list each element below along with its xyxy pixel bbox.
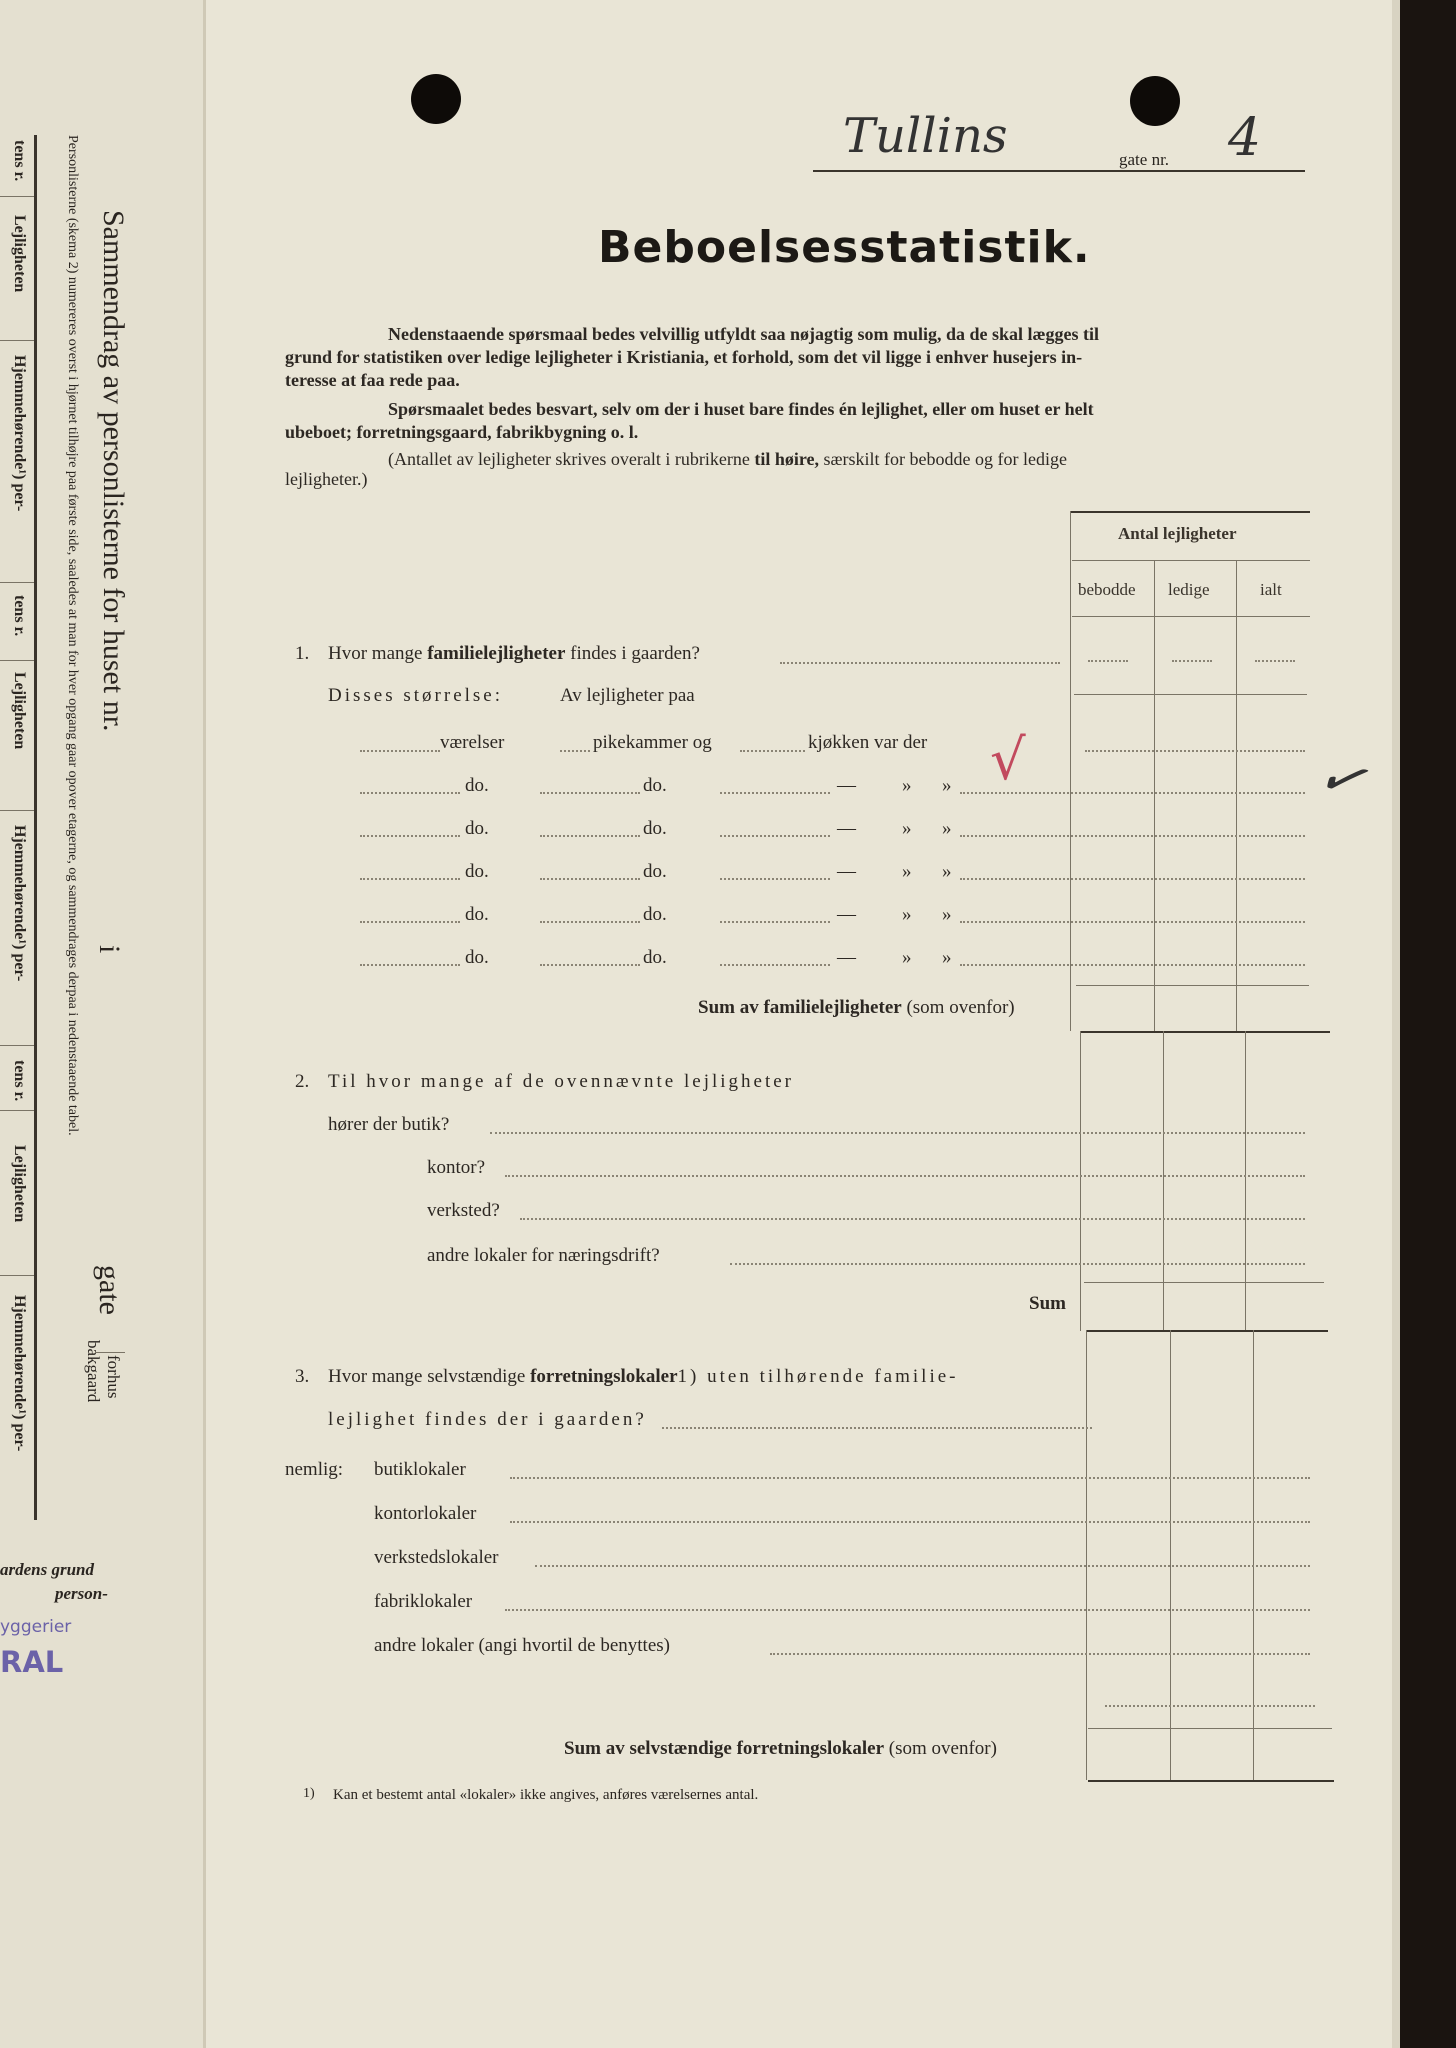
answer-dots — [960, 792, 1305, 794]
page-title: Beboelsesstatistik. — [598, 222, 1091, 273]
ditto-mark: » — [902, 861, 912, 882]
answer-dots — [560, 750, 590, 752]
section3-item: fabriklokaler — [374, 1591, 473, 1612]
section3-number: 3. — [295, 1366, 310, 1387]
answer-dots — [535, 1565, 1310, 1567]
answer-dots — [510, 1521, 1310, 1523]
table-bottom-rule — [1088, 1780, 1334, 1782]
left-i-word: i — [93, 945, 126, 954]
left-gate-word: gate — [93, 1265, 126, 1315]
intro-text: lejligheter.) — [285, 469, 368, 489]
section3-q-bold: forretningslokaler — [530, 1366, 678, 1387]
left-col-label: Lejligheten — [11, 672, 28, 750]
left-main-title: Sammendrag av personlisterne for huset nr. — [97, 210, 130, 732]
answer-dots — [360, 750, 440, 752]
ditto-mark: » — [942, 818, 952, 839]
answer-dots — [720, 792, 830, 794]
left-col-label: Hjemmehørende¹) per- — [11, 355, 28, 512]
table-top-rule — [1070, 511, 1310, 513]
answer-dots — [960, 878, 1305, 880]
ditto-mark: » — [902, 818, 912, 839]
answer-dots — [505, 1609, 1310, 1611]
section1-q-part: Hvor mange — [328, 643, 423, 664]
do-label: do. — [643, 947, 667, 968]
answer-dots — [360, 792, 460, 794]
answer-dots — [662, 1427, 1092, 1429]
left-table-rule — [0, 582, 34, 583]
dash-mark: — — [837, 947, 856, 968]
intro-text: ubeboet; forretningsgaard, fabrikbygning o. l. — [285, 422, 639, 442]
ditto-mark: » — [902, 904, 912, 925]
left-forhus: forhus — [104, 1355, 123, 1399]
table-col-header-bebodde: bebodde — [1078, 580, 1136, 599]
left-table-rule — [0, 810, 34, 811]
answer-dots — [360, 964, 460, 966]
left-table-rule — [0, 340, 34, 341]
left-table-rule — [0, 1275, 34, 1276]
street-name-handwritten: Tullins — [843, 108, 1008, 164]
answer-dots — [960, 921, 1305, 923]
size-row-label: værelser — [440, 732, 505, 753]
gate-nr-label: gate nr. — [1119, 150, 1170, 169]
do-label: do. — [643, 818, 667, 839]
section3-item: verkstedslokaler — [374, 1547, 499, 1568]
answer-dots — [780, 662, 1060, 664]
ditto-mark: » — [942, 861, 952, 882]
sum-part: (som ovenfor) — [906, 997, 1015, 1018]
table-col-rule — [1245, 1031, 1246, 1331]
answer-dots — [960, 835, 1305, 837]
section3-q-part: Hvor mange selvstændige — [328, 1366, 526, 1387]
answer-dots — [360, 878, 460, 880]
left-forhus-rule — [95, 1352, 125, 1353]
ditto-mark: » — [942, 775, 952, 796]
sum-part: Sum av — [698, 997, 759, 1018]
intro-text-part: særskilt for bebodde og for ledige — [823, 449, 1067, 469]
table-col-rule — [1080, 1031, 1081, 1331]
left-col-label: tens r. — [11, 595, 28, 637]
left-col-label: Lejligheten — [11, 1145, 28, 1223]
table-col-rule — [1170, 1330, 1171, 1780]
table-sum-rule — [1080, 1031, 1330, 1033]
footnote-mark: 1) — [303, 1786, 315, 1801]
left-col-label: Lejligheten — [11, 215, 28, 293]
cell-dots — [1088, 660, 1128, 662]
intro-text: Spørsmaalet bedes besvart, selv om der i huset bare findes én lejlighet, eller om huset er helt — [388, 399, 1094, 419]
answer-dots — [540, 964, 640, 966]
section1-q-bold: familielejligheter — [427, 643, 566, 664]
address-underline — [813, 170, 1305, 172]
page-fold — [203, 0, 206, 2048]
do-label: do. — [465, 904, 489, 925]
left-col-label: tens r. — [11, 140, 28, 182]
answer-dots — [1085, 750, 1305, 752]
do-label: do. — [465, 818, 489, 839]
answer-dots — [540, 792, 640, 794]
ditto-mark: » — [902, 947, 912, 968]
ditto-mark: » — [942, 947, 952, 968]
left-table-rule — [0, 196, 34, 197]
cell-dots — [1172, 660, 1212, 662]
answer-dots — [770, 1653, 1310, 1655]
do-label: do. — [465, 861, 489, 882]
left-col-label: Hjemmehørende¹) per- — [11, 825, 28, 982]
left-table-rule — [0, 660, 34, 661]
table-row-rule — [1084, 1282, 1324, 1283]
ditto-mark: » — [942, 904, 952, 925]
answer-dots — [520, 1218, 1305, 1220]
size-row-label: pikekammer og — [593, 732, 712, 753]
section2-number: 2. — [295, 1071, 310, 1092]
size-row-label: kjøkken var der — [808, 732, 928, 753]
section3-nemlig: nemlig: — [285, 1459, 344, 1480]
answer-dots — [720, 964, 830, 966]
section1-size-sub: Av lejligheter paa — [560, 685, 695, 706]
left-bottom-text: person- — [55, 1584, 108, 1603]
left-col-label: Hjemmehørende¹) per- — [11, 1295, 28, 1452]
section1-size-label: Disses størrelse: — [328, 685, 504, 706]
section3-q-part: 1) uten tilhørende familie- — [677, 1366, 959, 1387]
do-label: do. — [643, 775, 667, 796]
answer-dots — [720, 878, 830, 880]
sum-part: (som ovenfor) — [888, 1738, 997, 1759]
section1-sum — [698, 997, 1015, 1019]
answer-dots — [740, 750, 805, 752]
intro-text: grund for statistiken over ledige lejligheter i Kristiania, et forhold, som det vil ligge i enhver husejers in- — [285, 347, 1083, 367]
table-header-rule — [1072, 616, 1310, 617]
table-group-header: Antal lejligheter — [1118, 524, 1237, 543]
table-col-rule — [1163, 1031, 1164, 1331]
answer-dots — [730, 1263, 1305, 1265]
left-table-rule — [0, 1110, 34, 1111]
intro-text: teresse at faa rede paa. — [285, 370, 460, 390]
table-col-rule — [1253, 1330, 1254, 1780]
answer-dots — [540, 878, 640, 880]
punch-hole-right — [1130, 76, 1180, 126]
intro-text — [388, 447, 1067, 471]
table-col-header-ialt: ialt — [1260, 580, 1282, 599]
answer-dots — [960, 964, 1305, 966]
dash-mark: — — [837, 775, 856, 796]
intro-text-part: (Antallet av lejligheter skrives overalt i rubrikerne — [388, 449, 750, 469]
table-header-rule — [1072, 560, 1310, 561]
do-label: do. — [643, 904, 667, 925]
footnote-text: Kan et bestemt antal «lokaler» ikke angives, anføres værelsernes antal. — [333, 1787, 759, 1803]
answer-dots — [360, 835, 460, 837]
answer-dots — [510, 1477, 1310, 1479]
table-col-rule — [1070, 511, 1071, 1031]
ditto-mark: » — [902, 775, 912, 796]
punch-hole-left — [411, 74, 461, 124]
left-table-rule — [0, 1045, 34, 1046]
sum-bold: forretningslokaler — [736, 1738, 885, 1759]
answer-dots — [720, 835, 830, 837]
answer-dots — [505, 1175, 1305, 1177]
answer-dots — [360, 921, 460, 923]
section1-q-part: findes i gaarden? — [570, 643, 700, 664]
do-label: do. — [465, 775, 489, 796]
handwritten-mark-red: √ — [990, 728, 1026, 793]
stamp-text: yggerier — [0, 1617, 72, 1637]
section2-item: kontor? — [427, 1157, 486, 1178]
sum-part: Sum av selvstændige — [564, 1738, 732, 1759]
handwritten-checkmark: ✓ — [1308, 739, 1375, 818]
section3-sum — [564, 1738, 997, 1760]
section3-question — [328, 1366, 959, 1388]
left-col-label: tens r. — [11, 1060, 28, 1102]
section3-question-line2: lejlighet findes der i gaarden? — [328, 1409, 647, 1430]
cell-dots — [1255, 660, 1295, 662]
answer-dots — [540, 835, 640, 837]
section2-item: hører der butik? — [328, 1114, 450, 1135]
section3-item: butiklokaler — [374, 1459, 466, 1480]
table-col-rule — [1086, 1330, 1087, 1780]
answer-dots — [720, 921, 830, 923]
section3-item: andre lokaler (angi hvortil de benyttes) — [374, 1635, 670, 1656]
table-row-rule — [1088, 1728, 1332, 1729]
table-col-header-ledige: ledige — [1168, 580, 1210, 599]
table-row-rule — [1074, 694, 1307, 695]
left-instructions: Personlisterne (skema 2) numereres overst i hjørnet tilhøjre paa første side, saaledes at man for hver opgang gaar opover etagerne, og sammendrages derpaa i nedenstaaende tabel. — [65, 135, 80, 1136]
answer-dots — [490, 1132, 1305, 1134]
section2-question: Til hvor mange af de ovennævnte lejligheter — [328, 1071, 794, 1092]
table-row-rule — [1076, 985, 1309, 986]
section1-question — [328, 643, 700, 665]
stamp-text: RAL — [0, 1645, 64, 1679]
sum-bold: familielejligheter — [763, 997, 902, 1018]
do-label: do. — [643, 861, 667, 882]
section1-number: 1. — [295, 643, 310, 664]
answer-dots — [540, 921, 640, 923]
section2-item: andre lokaler for næringsdrift? — [427, 1245, 660, 1266]
section2-item: verksted? — [427, 1200, 500, 1221]
dash-mark: — — [837, 861, 856, 882]
intro-text: Nedenstaaende spørsmaal bedes velvillig utfyldt saa nøjagtig som mulig, da de skal lægges til — [388, 324, 1100, 344]
table-sum-rule — [1086, 1330, 1328, 1332]
table-col-rule — [1236, 560, 1237, 1031]
table-col-rule — [1154, 560, 1155, 1031]
left-bottom-text: ardens grund — [0, 1560, 95, 1579]
intro-text-bold: til høire, — [754, 449, 820, 469]
do-label: do. — [465, 947, 489, 968]
section2-sum: Sum — [1029, 1293, 1066, 1314]
gate-number-handwritten: 4 — [1228, 108, 1262, 168]
paper-edge — [1392, 0, 1400, 2048]
section3-item: kontorlokaler — [374, 1503, 477, 1524]
dash-mark: — — [837, 818, 856, 839]
answer-dots — [1105, 1705, 1315, 1707]
left-bakgaard: bakgaard — [84, 1340, 103, 1403]
dash-mark: — — [837, 904, 856, 925]
